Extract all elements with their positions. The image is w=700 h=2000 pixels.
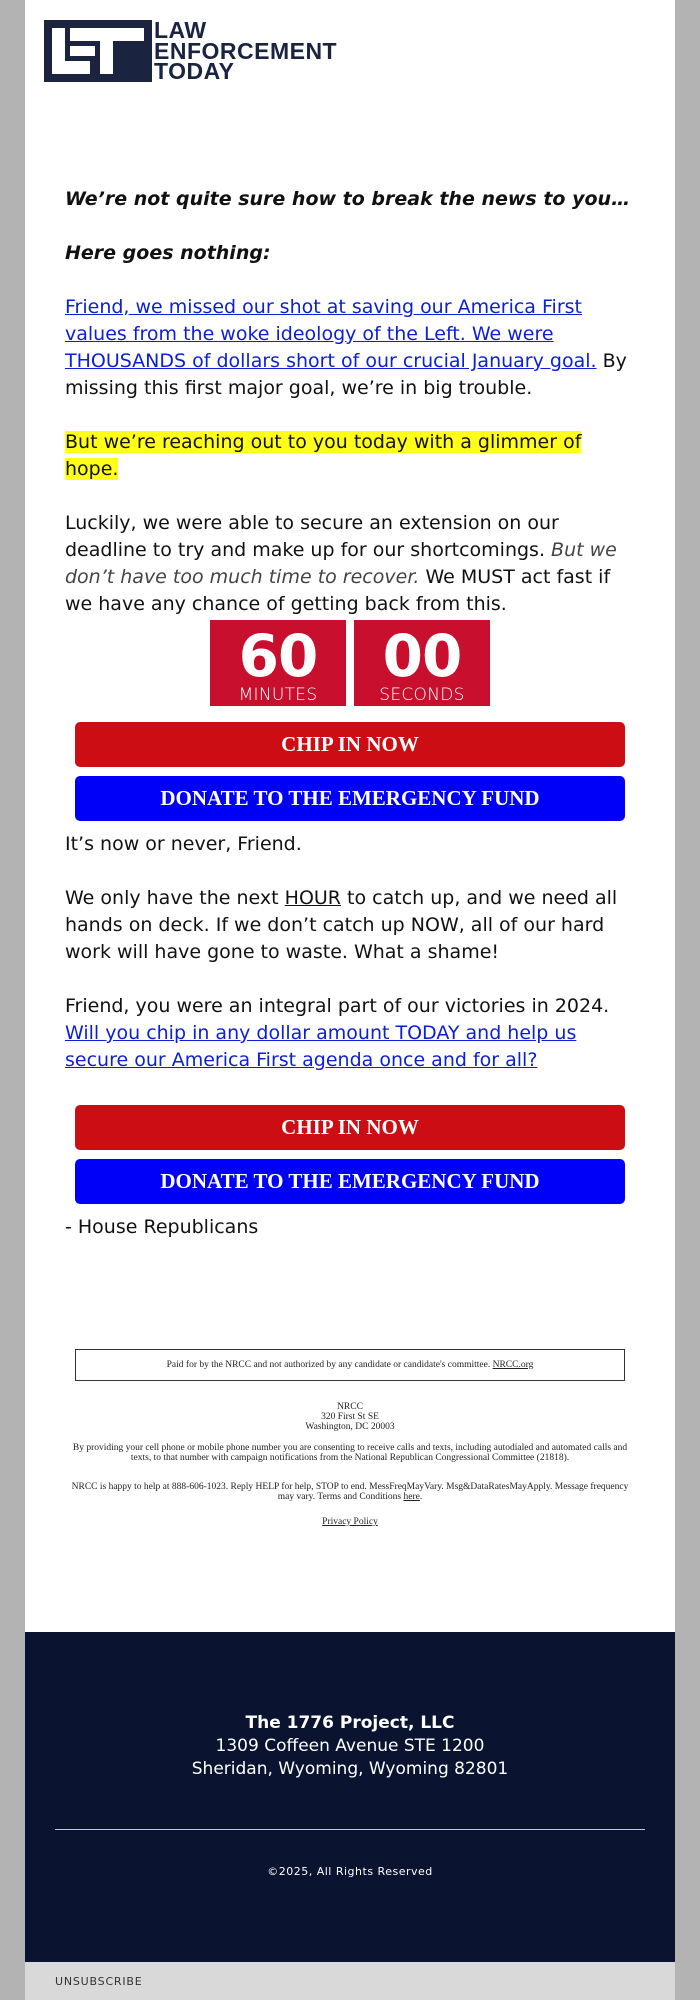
signoff: - House Republicans <box>65 1216 259 1238</box>
minutes-label: MINUTES <box>238 685 318 705</box>
timer-minutes <box>210 620 346 706</box>
here-goes-nothing: Here goes nothing: <box>65 242 271 264</box>
nrcc-address <box>70 1402 630 1432</box>
paragraph-victories <box>65 993 637 1074</box>
paragraph-extension <box>65 510 637 618</box>
unsubscribe-link[interactable]: UNSUBSCRIBE <box>55 1975 143 1988</box>
logo-line-3: TODAY <box>154 58 235 84</box>
footer-copyright: ©2025, All Rights Reserved <box>267 1865 433 1878</box>
extension-text-a: Luckily, we were able to secure an extension on our deadline to try and make up for our shortcomings. <box>65 512 559 561</box>
consent-text: By providing your cell phone or mobile phone number you are consenting to receive calls and texts, including autodialed and automated calls and texts, to that number with campaign notifications from the National Republican Congressional Committee (21818). <box>72 1443 628 1463</box>
email-body <box>65 186 637 645</box>
terms-here-link[interactable]: here <box>403 1492 420 1502</box>
chip-in-link[interactable]: Will you chip in any dollar amount TODAY and help us secure our America First agenda once and for all? <box>65 1022 577 1071</box>
now-or-never: It’s now or never, Friend. <box>65 833 302 855</box>
hour-text-b: to catch up, and we need all hands on deck. If we don’t catch up NOW, all of our hard work will have gone to waste. What a shame! <box>65 887 618 963</box>
help-text-a: NRCC is happy to help at 888-606-1023. Reply HELP for help, STOP to end. MessFreqMayVary. Msg&DataRatesMayApply. Message frequency may vary. Terms and Conditions <box>71 1482 629 1502</box>
chip-in-now-button-2[interactable]: CHIP IN NOW <box>75 1105 625 1150</box>
nrcc-street: 320 First St SE <box>321 1412 379 1422</box>
chip-in-now-button[interactable]: CHIP IN NOW <box>75 722 625 767</box>
paragraph-hope <box>65 429 637 483</box>
privacy-wrap <box>70 1517 630 1527</box>
privacy-policy-link[interactable]: Privacy Policy <box>322 1517 378 1527</box>
hour-underlined: HOUR <box>284 887 342 909</box>
opening-line: We’re not quite sure how to break the news to you… <box>65 188 631 210</box>
logo-line-2: ENFORCEMENT <box>154 37 338 64</box>
missed-goal-link[interactable]: Friend, we missed our shot at saving our America First values from the woke ideology of the Left. We were THOUSANDS of dollars short of our crucial January goal. <box>65 296 597 372</box>
paragraph-hour <box>65 885 637 966</box>
footer-org: The 1776 Project, LLC <box>245 1713 455 1733</box>
nrcc-link[interactable]: NRCC.org <box>492 1360 534 1370</box>
help-text <box>70 1482 630 1502</box>
paid-for-text: Paid for by the NRCC and not authorized by any candidate or candidate's committee. <box>166 1360 493 1370</box>
donate-emergency-fund-button-2[interactable]: DONATE TO THE EMERGENCY FUND <box>75 1159 625 1204</box>
missed-goal-text: By missing this first major goal, we’re in big trouble. <box>65 350 627 399</box>
seconds-label: SECONDS <box>379 685 465 705</box>
logo-wordmark <box>154 17 338 84</box>
footer-address-2: Sheridan, Wyoming, Wyoming 82801 <box>191 1759 509 1779</box>
law-enforcement-today-logo[interactable] <box>44 17 364 84</box>
minutes-value: 60 <box>238 622 318 690</box>
footer-address-1: 1309 Coffeen Avenue STE 1200 <box>215 1736 485 1756</box>
footer <box>25 1632 675 1962</box>
seconds-value: 00 <box>382 622 462 690</box>
donate-emergency-fund-button[interactable]: DONATE TO THE EMERGENCY FUND <box>75 776 625 821</box>
paid-for-disclaimer <box>75 1349 625 1381</box>
hour-text-a: We only have the next <box>65 887 285 909</box>
let-logo-mark-icon <box>44 20 152 82</box>
help-text-b: . <box>419 1492 423 1502</box>
hope-highlight: But we’re reaching out to you today with a glimmer of hope. <box>65 431 582 480</box>
extension-text-b: We MUST act fast if we have any chance of getting back from this. <box>65 566 611 615</box>
footer-divider <box>55 1829 645 1830</box>
logo-line-1: LAW <box>154 17 207 43</box>
paragraph-missed-goal <box>65 294 637 402</box>
victories-text: Friend, you were an integral part of our victories in 2024. <box>65 995 610 1017</box>
nrcc-name: NRCC <box>337 1402 363 1412</box>
unsubscribe-bar <box>25 1962 675 2000</box>
nrcc-city: Washington, DC 20003 <box>305 1422 395 1432</box>
timer-seconds <box>354 620 490 706</box>
extension-italic: But we don’t have too much time to recover. <box>65 539 617 588</box>
